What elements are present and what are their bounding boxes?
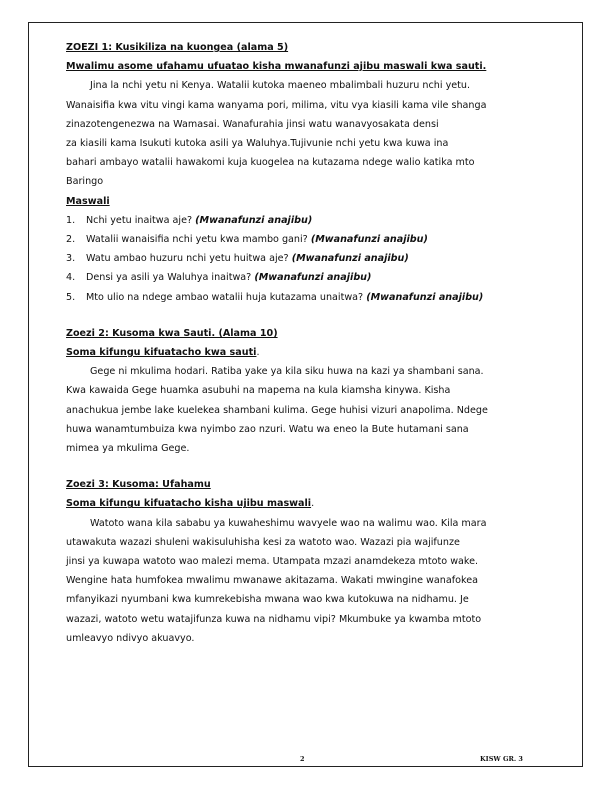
passage-line: Wengine hata humfokea mwalimu mwanawe akitazama. Wakati mwingine wanafokea [66,575,478,587]
section2-instruction: Soma kifungu kifuatacho kwa sauti [66,347,257,359]
question-number: 1. [66,214,76,226]
passage-line: wazazi, watoto wetu watajifunza kuwa na nidhamu vipi? Mkumbuke ya kwamba mtoto [66,613,482,625]
section1-title: ZOEZI 1: Kusikiliza na kuongea (alama 5) [66,42,289,53]
question-text: Mto ulio na ndege ambao watalii huja kutazama unaitwa? [86,291,364,303]
page-number: 2 [300,755,305,763]
section3-passage [66,514,566,648]
question-item [66,268,566,287]
section2-title: Zoezi 2: Kusoma kwa Sauti. (Alama 10) [66,327,278,339]
question-list [66,211,566,307]
passage-line: zinazotengenezwa na Wamasai. Wanafurahia jinsi watu wanavyosakata densi [66,118,439,130]
section3-instruction: Soma kifungu kifuatacho kisha ujibu maswali [66,498,312,510]
passage-line: Wanaisifia kwa vitu vingi kama wanyama pori, milima, vitu vya kiasili kama vile shanga [66,99,487,111]
section-spacer [66,307,566,324]
passage-line: Kwa kawaida Gege huamka asubuhi na mapema na kula kiamsha kinywa. Kisha [66,385,451,397]
question-note: (Mwanafunzi anajibu) [291,253,409,265]
question-item [66,288,566,307]
section3-title-row [66,475,566,494]
instruction-period: . [256,347,260,359]
question-text: Densi ya asili ya Waluhya inaitwa? [86,272,252,284]
question-item [66,230,566,249]
passage-line: mimea ya mkulima Gege. [66,443,190,455]
passage-line: bahari ambayo watalii hawakomi kuja kuogelea na kutazama ndege walio katika mto [66,157,475,169]
question-number: 2. [66,234,76,246]
question-text: Watu ambao huzuru nchi yetu huitwa aje? [86,253,289,265]
section3-instruction-row [66,494,566,513]
passage-line: za kiasili kama Isukuti kutoka asili ya Waluhya.Tujivunie nchi yetu kwa kuwa ina [66,138,449,150]
section3-title: Zoezi 3: Kusoma: Ufahamu [66,479,211,491]
passage-line: anachukua jembe lake kuelekea shambani kulima. Gege huhisi vizuri anapolima. Ndege [66,404,488,416]
question-text: Watalii wanaisifia nchi yetu kwa mambo gani? [86,234,308,246]
passage-line: jinsi ya kuwapa watoto wao malezi mema. Utampata mzazi anamdekeza mtoto wake. [66,556,479,568]
questions-heading: Maswali [66,195,110,207]
section1-instruction: Mwalimu asome ufahamu ufuatao kisha mwanafunzi ajibu maswali kwa sauti. [66,61,487,73]
passage-line: huwa wanamtumbuiza kwa nyimbo zao nzuri. Watu wa eneo la Bute hutamani sana [66,423,469,435]
question-text: Nchi yetu inaitwa aje? [86,214,193,226]
section2-title-row [66,324,566,343]
question-item [66,211,566,230]
passage-line: Baringo [66,176,104,188]
passage-line: umleavyo ndivyo akuavyo. [66,632,195,644]
question-note: (Mwanafunzi anajibu) [254,272,372,284]
question-note: (Mwanafunzi anajibu) [366,291,484,303]
question-note: (Mwanafunzi anajibu) [195,214,313,226]
section2-passage [66,362,566,458]
passage-line: Gege ni mkulima hodari. Ratiba yake ya kila siku huwa na kazi ya shambani sana. [90,366,484,378]
document-code: KISW GR. 3 [480,755,523,763]
question-note: (Mwanafunzi anajibu) [310,234,428,246]
question-number: 3. [66,253,76,265]
question-number: 5. [66,291,76,303]
section2-instruction-row [66,343,566,362]
passage-line: mfanyikazi nyumbani kwa kumrekebisha mwana wao kwa kutokuwa na nidhamu. Je [66,594,469,606]
question-item [66,249,566,268]
passage-line: Watoto wana kila sababu ya kuwaheshimu wavyele wao na walimu wao. Kila mara [90,517,487,529]
question-number: 4. [66,272,76,284]
section1-passage [66,76,566,191]
passage-line: utawakuta wazazi shuleni wakisuluhisha kesi za watoto wao. Wazazi pia wajifunze [66,536,460,548]
section-spacer [66,458,566,475]
passage-line: Jina la nchi yetu ni Kenya. Watalii kutoka maeneo mbalimbali huzuru nchi yetu. [90,80,471,92]
document-body [66,38,566,648]
instruction-period: . [311,498,315,510]
